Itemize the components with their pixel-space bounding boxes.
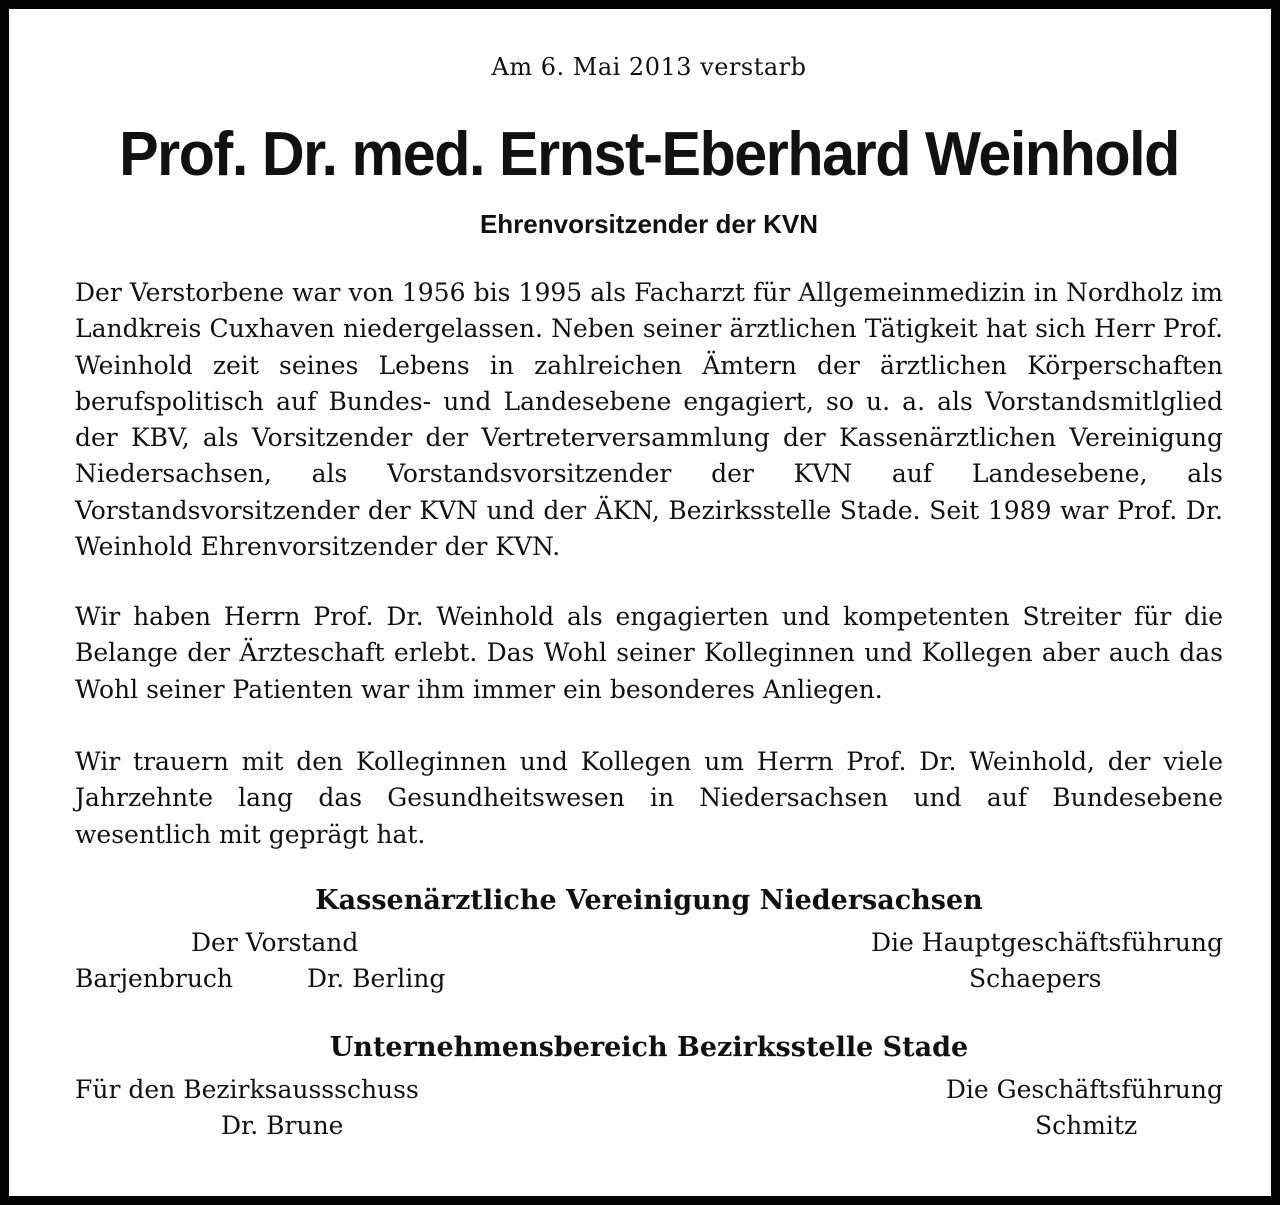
- signatory-berling: Dr. Berling: [307, 964, 446, 993]
- deceased-name: Prof. Dr. med. Ernst-Eberhard Weinhold: [119, 120, 1179, 189]
- org-stade-heading: Unternehmensbereich Bezirksstelle Stade: [329, 1032, 969, 1063]
- paragraph-career: Der Verstorbene war von 1956 bis 1995 als Facharzt für Allgemeinmedizin in Nordholz im Landkreis Cuxhaven niedergelassen. Neben seiner ärztlichen Tätigkeit hat sich Herr Prof. Weinhold zeit seines Lebens in zahlreichen Ämtern der ärztlichen Körperschaften berufspolitisch auf Bundes- und Landesebene engagiert, so u. a. als Vorstandsmitlglied der KBV, als Vorsitzender der Vertreterversammlung der Kassenärztlichen Vereinigung Niedersachsen, als Vorstandsvorsitzender der KVN auf Landesebene, als Vorstandsvorsitzender der KVN und der ÄKN, Bezirksstelle Stade. Seit 1989 war Prof. Dr. Weinhold Ehrenvorsitzender der KVN.: [75, 278, 1223, 562]
- org-kvn-heading: Kassenärztliche Vereinigung Niedersachsen: [315, 885, 983, 916]
- signatory-schaepers: Schaepers: [969, 964, 1102, 993]
- board-heading: Der Vorstand: [191, 928, 359, 957]
- management-heading: Die Hauptgeschäftsführung: [870, 928, 1223, 957]
- committee-heading: Für den Bezirksaussschuss: [75, 1075, 419, 1104]
- deceased-title: Ehrenvorsitzender der KVN: [479, 209, 819, 239]
- paragraph-tribute: Wir haben Herrn Prof. Dr. Weinhold als engagierten und kompetenten Streiter für die Belange der Ärzteschaft erlebt. Das Wohl seiner Kolleginnen und Kollegen aber auch das Wohl seiner Patienten war ihm immer ein besonderes Anliegen.: [75, 602, 1223, 704]
- signatory-barjenbruch: Barjenbruch: [75, 964, 234, 993]
- signatory-schmitz: Schmitz: [1035, 1111, 1138, 1140]
- date-line: Am 6. Mai 2013 verstarb: [491, 53, 807, 81]
- executive-heading: Die Geschäftsführung: [945, 1075, 1223, 1104]
- notice-content: [75, 9, 1223, 1196]
- paragraph-mourning: Wir trauern mit den Kolleginnen und Kollegen um Herrn Prof. Dr. Weinhold, der viele Jahrzehnte lang das Gesundheitswesen in Niedersachsen und auf Bundesebene wesentlich mit geprägt hat.: [75, 747, 1223, 849]
- signatory-brune: Dr. Brune: [221, 1111, 344, 1140]
